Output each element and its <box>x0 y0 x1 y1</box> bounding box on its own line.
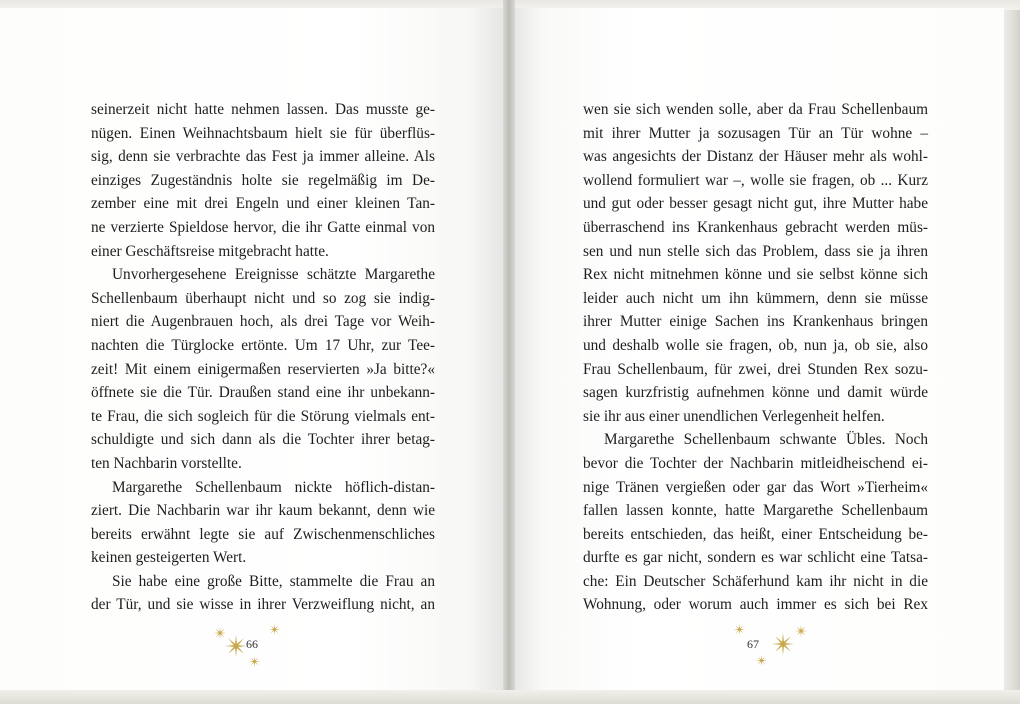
text-line: che: Ein Deutscher Schäferhund kam ihr nicht in die <box>583 572 928 590</box>
text-line: wen sie sich wenden solle, aber da Frau Schellenbaum <box>583 101 928 118</box>
text-line: schuldigte und sich dann als die Tochter ihrer betag- <box>91 431 435 449</box>
text-line: einer Geschäftsreise mitgebracht hatte. <box>91 242 329 260</box>
gold-star-icon <box>795 625 807 637</box>
text-line: bereits erwähnt legte sie auf Zwischenmenschliches <box>91 525 435 543</box>
text-line: nachten die Türglocke ertönte. Um 17 Uhr, zur Tee- <box>91 336 435 354</box>
text-line: ziert. Die Nachbarin war ihr kaum bekannt, denn wie <box>91 502 435 520</box>
text-line: seinerzeit nicht hatte nehmen lassen. Das musste ge- <box>91 101 435 118</box>
text-line: wollend formuliert war –, wolle sie fragen, ob ... Kurz <box>583 171 928 189</box>
text-line: nügen. Einen Weihnachtsbaum hielt sie für überflüs- <box>91 124 435 142</box>
page-stack-edge <box>1004 10 1020 692</box>
book-cover-bottom-edge <box>0 690 1020 704</box>
text-line: keinen gesteigerten Wert. <box>91 549 247 567</box>
text-line: te Frau, die sich sogleich für die Störung vielmals ent- <box>91 407 435 425</box>
text-line: und deshalb wolle sie fragen, ob, nun ja, ob sie, also <box>583 336 928 354</box>
gold-star-icon <box>249 656 260 667</box>
text-line: ne verzierte Spieldose hervor, die ihr Gatte einmal von <box>91 218 435 236</box>
text-line: Schellenbaum überhaupt nicht und so zog sie indig- <box>91 289 435 307</box>
left-page-footer <box>210 618 300 673</box>
gold-star-icon <box>772 633 794 655</box>
text-line: zember eine mit drei Engeln und einer kleinen Tan- <box>91 195 435 213</box>
text-line: Margarethe Schellenbaum nickte höflich-distan- <box>112 478 435 496</box>
text-line: Frau Schellenbaum, für zwei, drei Stunden Rex sozu- <box>583 360 928 378</box>
text-line: nige Tränen vergießen oder gar das Wort »Tierheim« <box>583 478 928 496</box>
text-line: einziges Zugeständnis holte sie regelmäßig im De- <box>91 171 435 189</box>
gold-star-icon <box>734 624 745 635</box>
text-line: sen und nun stelle sich das Problem, dass sie ja ihren <box>583 242 928 260</box>
right-page-text <box>583 98 928 617</box>
text-line: Sie habe eine große Bitte, stammelte die Frau an <box>112 572 435 590</box>
page-number: 66 <box>246 637 258 651</box>
text-line: öffnete sie die Tür. Draußen stand eine ihr unbekann- <box>91 384 435 402</box>
text-line: ihrer Mutter einige Sachen ins Krankenhaus bringen <box>583 313 928 331</box>
gold-star-icon <box>756 655 767 666</box>
text-line: überraschend ins Krankenhaus gebracht werden müs- <box>583 218 928 236</box>
page-number: 67 <box>747 637 759 651</box>
book-gutter <box>503 0 515 704</box>
right-page <box>513 8 1005 692</box>
text-line: leider auch nicht um ihn kümmern, denn sie müsse <box>583 289 928 307</box>
text-line: Rex nicht mitnehmen könne und sie selbst könne sich <box>583 266 928 284</box>
left-page <box>0 8 505 692</box>
gold-star-icon <box>225 635 247 657</box>
text-line: ten Nachbarin vorstellte. <box>91 454 242 472</box>
text-line: bereits entschieden, das heißt, einer Entscheidung be- <box>583 525 928 543</box>
left-page-text <box>91 98 435 617</box>
text-line: Margarethe Schellenbaum schwante Übles. Noch <box>604 431 928 449</box>
text-line: durfte es gar nicht, sondern es war schlicht eine Tatsa- <box>583 549 928 567</box>
text-line: Unvorhergesehene Ereignisse schätzte Margarethe <box>112 266 435 284</box>
gold-star-icon <box>269 624 280 635</box>
text-line: mit ihrer Mutter ja sozusagen Tür an Tür wohne – <box>583 124 928 142</box>
text-line: was angesichts der Distanz der Häuser mehr als wohl- <box>583 148 928 166</box>
text-line: sagen kurzfristig aufnehmen könne und damit würde <box>583 384 928 402</box>
text-line: bevor die Tochter der Nachbarin mitleidheischend ei- <box>583 454 928 472</box>
text-line: fallen lassen konnte, hatte Margarethe Schellenbaum <box>583 502 928 520</box>
text-line: niert die Augenbrauen hoch, als drei Tage vor Weih- <box>91 313 435 331</box>
text-line: der Tür, und sie wisse in ihrer Verzweiflung nicht, an <box>91 596 435 614</box>
text-line: sig, denn sie verbrachte das Fest ja immer alleine. Als <box>91 148 435 166</box>
text-line: und gut oder besser gesagt nicht gut, ihre Mutter habe <box>583 195 928 213</box>
text-line: zeit! Mit einem einigermaßen reservierten »Ja bitte?« <box>91 360 435 378</box>
text-line: Wohnung, oder worum auch immer es sich bei Rex <box>583 596 928 614</box>
right-page-footer <box>728 618 818 673</box>
text-line: sie ihr aus einer unendlichen Verlegenheit helfen. <box>583 407 885 425</box>
